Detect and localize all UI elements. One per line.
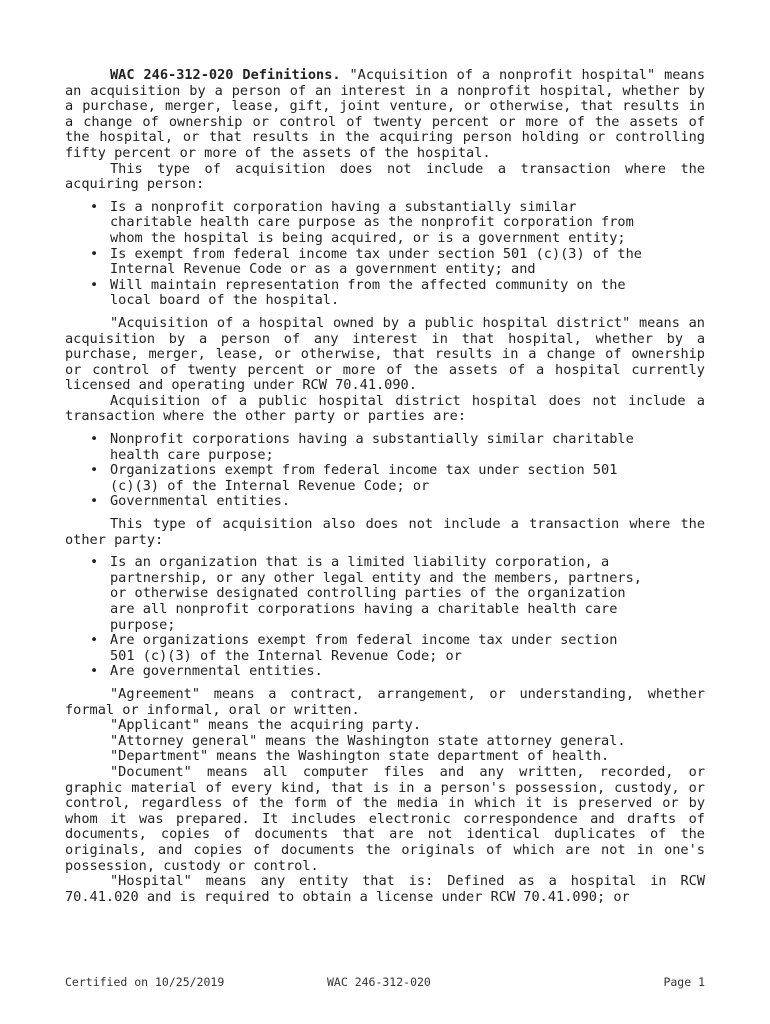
page-number: Page 1 <box>663 975 705 989</box>
definition-document: "Document" means all computer files and any written, recorded, or graphic material of every kind, that is in a person's possession, custody, or control, regardless of the form of the media in which it is preserved or by whom it was prepared. It includes electronic correspondence and drafts of documents, copies of documents that are not identical duplicates of the originals, and copies of documents the originals of which are not in one's possession, custody or control. <box>65 763 705 874</box>
list-item: • Nonprofit corporations having a substantially similar charitable health care purpose; <box>90 431 634 463</box>
bullet-icon: • <box>90 431 99 448</box>
definition-applicant: "Applicant" means the acquiring party. <box>110 717 421 734</box>
bullet-icon: • <box>90 554 99 571</box>
section-heading: WAC 246-312-020 Definitions. <box>110 67 341 83</box>
bullet-icon: • <box>90 245 99 262</box>
paragraph-public-hospital-district: "Acquisition of a hospital owned by a public hospital district" means an acquisition by a person of any interest in that hospital, whether by a purchase, merger, lease, or otherwise, that results in a change of ownership or control of twenty percent or more of the assets of a hospital currently licensed and operating under RCW 70.41.090. <box>65 314 705 394</box>
list-item: • Are governmental entities. <box>90 663 323 680</box>
list-item: • Organizations exempt from federal income tax under section 501 (c)(3) of the Internal Revenue Code; or <box>90 462 618 494</box>
list-item: • Is exempt from federal income tax under section 501 (c)(3) of the Internal Revenue Code or as a government entity; and <box>90 245 642 278</box>
bullet-icon: • <box>90 462 99 479</box>
list-item: • Is a nonprofit corporation having a substantially similar charitable health care purpose as the nonprofit corporation from whom the hospital is being acquired, or is a government entity; <box>90 198 634 246</box>
list-item: • Governmental entities. <box>90 493 291 510</box>
paragraph-exclusion-intro: This type of acquisition does not include a transaction where the acquiring person: <box>65 160 705 193</box>
footer-citation: WAC 246-312-020 <box>327 975 431 989</box>
paragraph-public-exclusion-intro: Acquisition of a public hospital district hospital does not include a transaction where the other party or parties are: <box>65 392 705 425</box>
definition-hospital: "Hospital" means any entity that is: Defined as a hospital in RCW 70.41.020 and is required to obtain a license under RCW 70.41.090; or <box>65 873 705 905</box>
document-page <box>65 68 705 905</box>
bullet-icon: • <box>90 276 99 293</box>
list-item: • Will maintain representation from the affected community on the local board of the hospital. <box>90 276 626 309</box>
exclusion-list-2 <box>65 432 645 510</box>
definition-agreement: "Agreement" means a contract, arrangement, or understanding, whether formal or informal, oral or written. <box>65 685 705 718</box>
definition-department: "Department" means the Washington state department of health. <box>110 748 610 765</box>
paragraph-text: "Acquisition of a nonprofit hospital" means an acquisition by a person of an interest in a nonprofit hospital, whether by a purchase, merger, lease, gift, joint venture, or otherwise, that results in a change of ownership or control of twenty percent or more of the assets of the hospital, or that results in the acquiring person holding or controlling fifty percent or more of the assets of the hospital. <box>65 67 706 161</box>
bullet-icon: • <box>90 198 99 215</box>
list-item: • Is an organization that is a limited liability corporation, a partnership, or any other legal entity and the members, partners, or otherwise designated controlling parties of the organization are all nonprofit corporations having a charitable health care purpose; <box>90 554 642 633</box>
list-item: • Are organizations exempt from federal income tax under section 501 (c)(3) of the Internal Revenue Code; or <box>90 632 618 664</box>
paragraph-acquisition-nonprofit <box>65 68 705 162</box>
bullet-icon: • <box>90 493 99 510</box>
page-footer <box>65 975 705 991</box>
certified-date: Certified on 10/25/2019 <box>65 975 225 989</box>
definition-attorney-general: "Attorney general" means the Washington state attorney general. <box>110 732 626 749</box>
bullet-icon: • <box>90 632 99 649</box>
bullet-icon: • <box>90 663 99 680</box>
exclusion-list-3 <box>65 555 645 680</box>
paragraph-other-party-intro: This type of acquisition also does not include a transaction where the other party: <box>65 516 705 548</box>
exclusion-list-1 <box>65 200 645 309</box>
